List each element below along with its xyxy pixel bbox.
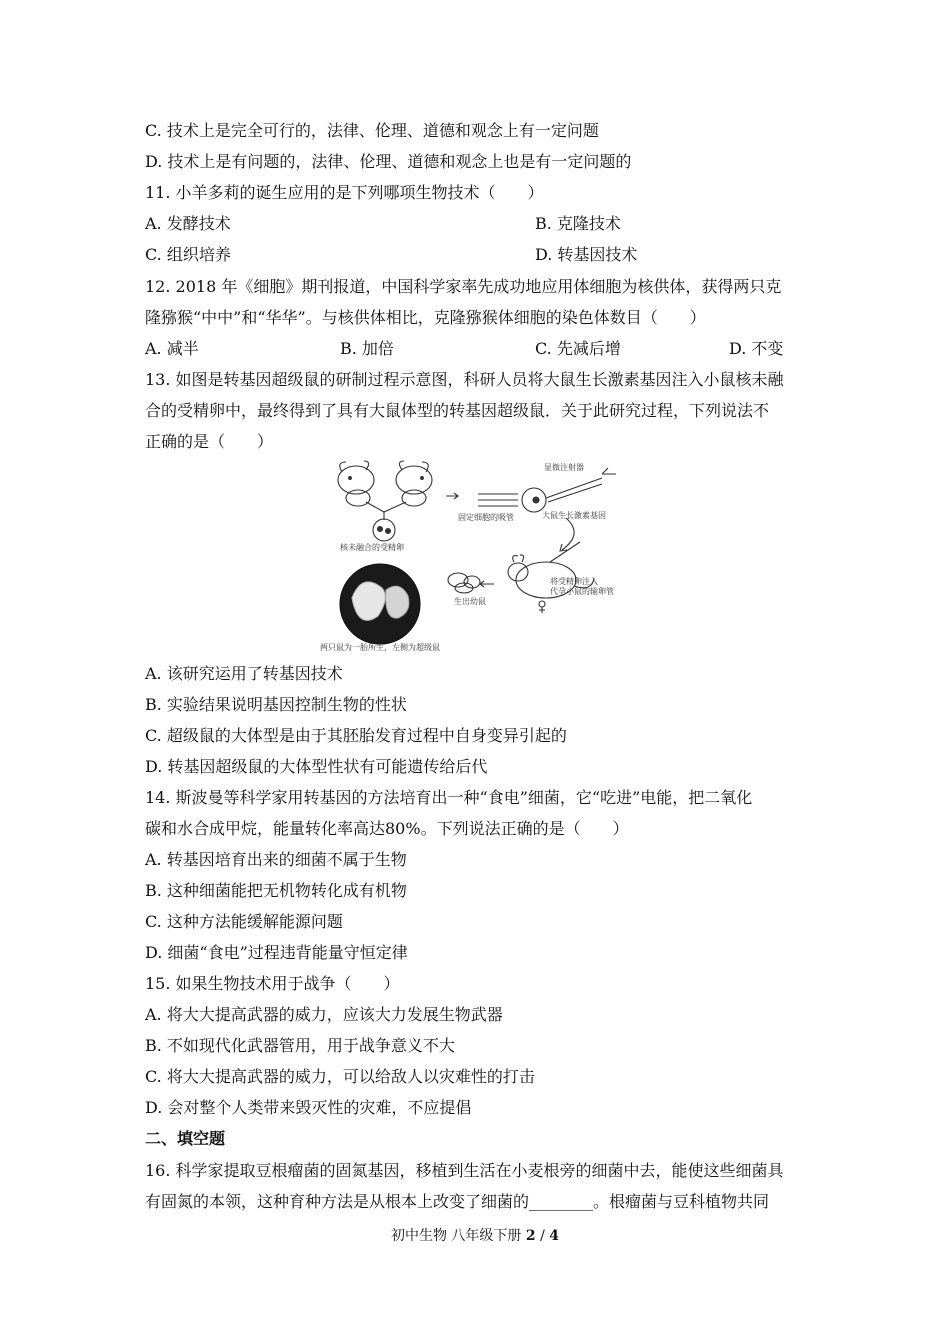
- footer-separator: /: [535, 1228, 550, 1244]
- q14-stem-line1: 14. 斯波曼等科学家用转基因的方法培育出一种“食电”细菌，它“吃进”电能，把二氧化: [145, 788, 753, 807]
- footer-page-total: 4: [549, 1228, 560, 1244]
- q15-option-a: A. 将大大提高武器的威力，应该大力发展生物武器: [145, 1005, 503, 1024]
- label-inject-2: 代孕小鼠的输卵管: [550, 587, 614, 596]
- q14-option-a: A. 转基因培育出来的细菌不属于生物: [145, 850, 407, 869]
- label-pipette: 固定细胞的吸管: [458, 513, 514, 522]
- label-inject-1: 将受精卵注入: [550, 577, 598, 586]
- q16-stem-line1: 16. 科学家提取豆根瘤菌的固氮基因，移植到生活在小麦根旁的细菌中去，能使这些细菌具: [145, 1161, 784, 1180]
- q11-option-c: C. 组织培养: [145, 245, 231, 264]
- q13-option-b: B. 实验结果说明基因控制生物的性状: [145, 695, 407, 714]
- q15-option-b: B. 不如现代化武器管用，用于战争意义不大: [145, 1036, 455, 1055]
- label-gene: 大鼠生长激素基因: [542, 511, 606, 520]
- q13-stem-line3: 正确的是（ ）: [145, 432, 274, 451]
- page-footer: [0, 1225, 950, 1245]
- q11-option-b: B. 克隆技术: [535, 214, 621, 233]
- q10-option-c: C. 技术上是完全可行的，法律、伦理、道德和观念上有一定问题: [145, 121, 599, 140]
- q12-stem-line2: 隆猕猴“中中”和“华华”。与核供体相比，克隆猕猴体细胞的染色体数目（ ）: [145, 308, 706, 327]
- q14-option-b: B. 这种细菌能把无机物转化成有机物: [145, 881, 407, 900]
- label-born: 生出幼鼠: [454, 597, 486, 606]
- q13-stem-line2: 合的受精卵中，最终得到了具有大鼠体型的转基因超级鼠．关于此研究过程，下列说法不: [145, 401, 770, 420]
- q11-option-a: A. 发酵技术: [145, 214, 231, 233]
- q11-stem: 11. 小羊多莉的诞生应用的是下列哪项生物技术（ ）: [145, 183, 544, 202]
- q12-option-c: C. 先减后增: [535, 339, 621, 358]
- footer-page-number: 2: [525, 1228, 536, 1244]
- q12-option-a: A. 减半: [145, 339, 199, 358]
- q12-option-b: B. 加倍: [340, 339, 394, 358]
- q15-option-d: D. 会对整个人类带来毁灭性的灾难，不应提倡: [145, 1098, 472, 1117]
- q15-stem: 15. 如果生物技术用于战争（ ）: [145, 974, 400, 993]
- q12-option-d: D. 不变: [729, 339, 784, 358]
- q13-stem-line1: 13. 如图是转基因超级鼠的研制过程示意图，科研人员将大鼠生长激素基因注入小鼠核未融: [145, 370, 784, 389]
- male-parent-mouse-icon: [396, 461, 432, 506]
- footer-course: 初中生物 八年级下册: [390, 1228, 526, 1244]
- super-mouse-photo: [340, 564, 420, 644]
- baby-mice-icon: [448, 573, 480, 593]
- q11-option-d: D. 转基因技术: [535, 245, 638, 264]
- label-micro: 显微注射器: [544, 463, 584, 472]
- micro-injection-icon: [478, 468, 616, 512]
- q10-option-d: D. 技术上是有问题的，法律、伦理、道德和观念上也是有一定问题的: [145, 152, 632, 171]
- q13-option-d: D. 转基因超级鼠的大体型性状有可能遗传给后代: [145, 757, 488, 776]
- q14-option-d: D. 细菌“食电”过程违背能量守恒定律: [145, 943, 408, 962]
- q14-option-c: C. 这种方法能缓解能源问题: [145, 912, 343, 931]
- q13-option-a: A. 该研究运用了转基因技术: [145, 664, 343, 683]
- q12-stem-line1: 12. 2018 年《细胞》期刊报道，中国科学家率先成功地应用体细胞为核供体，获得两只克: [145, 277, 782, 296]
- q15-option-c: C. 将大大提高武器的威力，可以给敌人以灾难性的打击: [145, 1067, 535, 1086]
- female-parent-mouse-icon: [338, 461, 374, 506]
- label-caption: 两只鼠为一胎所生，左侧为超级鼠: [320, 643, 440, 652]
- q13-option-c: C. 超级鼠的大体型是由于其胚胎发育过程中自身变异引起的: [145, 726, 567, 745]
- q14-stem-line2: 碳和水合成甲烷，能量转化率高达80%。下列说法正确的是（ ）: [145, 819, 629, 838]
- fertilized-egg-icon: [373, 519, 395, 541]
- super-mouse-diagram: [318, 458, 638, 654]
- label-egg: 核未融合的受精卵: [340, 543, 404, 552]
- q16-stem-line2: 有固氮的本领，这种育种方法是从根本上改变了细菌的________。根瘤菌与豆科植物共同: [145, 1192, 770, 1211]
- section-heading: 二、填空题: [145, 1129, 226, 1148]
